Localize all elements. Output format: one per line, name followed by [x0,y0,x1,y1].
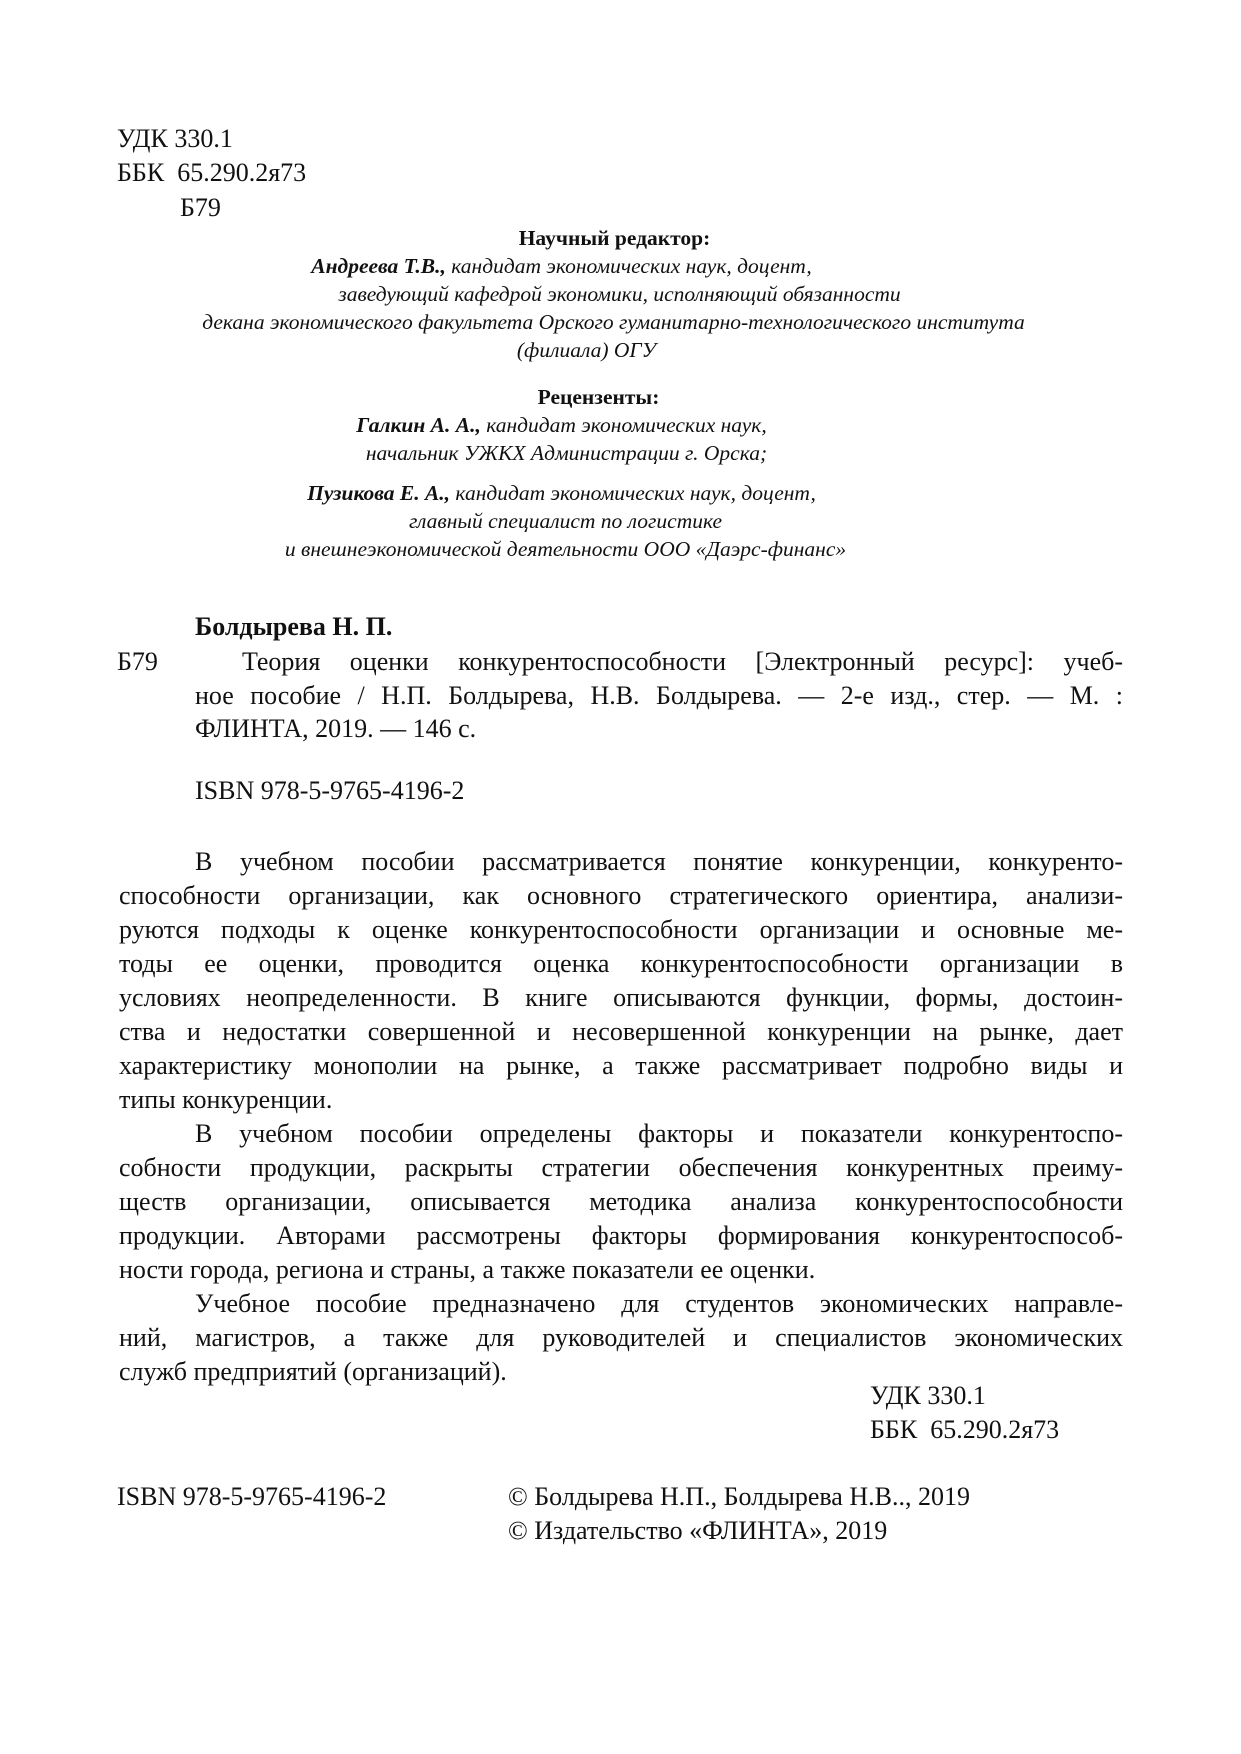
abstract-p3-line-3: служб предприятий (организаций). [119,1357,507,1386]
editor-line-3: декана экономического факультета Орского гуманитарно-технологического института [202,310,1025,334]
editor-line-2: заведующий кафедрой экономики, исполняющий обязанности [338,282,901,306]
abstract-p1-line-8: типы конкуренции. [119,1085,333,1114]
abstract-p2-line-3: ществ организации, описывается методика анализа конкурентоспособности [119,1187,1123,1216]
bbk-code: ББК 65.290.2я73 [117,158,307,187]
bib-line-2: ное пособие / Н.П. Болдырева, Н.В. Болдырева. — 2-е изд., стер. — М. : [195,681,1123,710]
copyright-authors: © Болдырева Н.П., Болдырева Н.В.., 2019 [508,1482,970,1511]
copyright-isbn: ISBN 978-5-9765-4196-2 [117,1482,387,1511]
abstract-p3-line-1: Учебное пособие предназначено для студентов экономических направле- [195,1289,1123,1318]
bib-author: Болдырева Н. П. [195,612,393,641]
abstract-p2-line-1: В учебном пособии определены факторы и показатели конкурентоспо- [195,1119,1123,1148]
abstract-p1-line-6: ства и недостатки совершенной и несовершенной конкуренции на рынке, дает [119,1017,1123,1046]
author-mark: Б79 [180,193,221,222]
abstract-p1-line-4: тоды ее оценки, проводится оценка конкурентоспособности организации в [119,949,1123,978]
reviewer-1-line-2: начальник УЖКХ Администрации г. Орска; [365,441,768,465]
abstract-p2-line-4: продукции. Авторами рассмотрены факторы формирования конкурентоспособ- [119,1221,1123,1250]
copyright-publisher: © Издательство «ФЛИНТА», 2019 [508,1516,888,1545]
udk-code: УДК 330.1 [117,124,233,153]
editor-line-1: Андреева Т.В., кандидат экономических наук, доцент, [311,254,812,278]
editor-block [0,224,1241,364]
bib-isbn: ISBN 978-5-9765-4196-2 [195,776,465,805]
editor-line-4: (филиала) ОГУ [516,338,657,362]
reviewer-2-line-2: главный специалист по логистике [408,509,723,533]
reviewer-2-name: Пузикова Е. А., [307,481,451,505]
abstract-p1-line-5: условиях неопределенности. В книге описываются функции, формы, достоин- [119,983,1123,1012]
abstract-p1-line-7: характеристику монополии на рынке, а также рассматривает подробно виды и [119,1051,1123,1080]
editor-heading: Научный редактор: [518,226,711,250]
abstract-p3-line-2: ний, магистров, а также для руководителей и специалистов экономических [119,1323,1123,1352]
reviewer-2-line-1: Пузикова Е. А., кандидат экономических наук, доцент, [307,481,816,505]
abstract-p2-line-2: собности продукции, раскрыты стратегии обеспечения конкурентных преиму- [119,1153,1123,1182]
abstract-p1-line-1: В учебном пособии рассматривается понятие конкуренции, конкуренто- [195,847,1123,876]
reviewer-1-line-1: Галкин А. А., кандидат экономических наук, [356,413,767,437]
editor-name: Андреева Т.В., [311,254,446,278]
reviewer-1-name: Галкин А. А., [356,413,481,437]
footer-udk-code: УДК 330.1 [870,1381,986,1410]
reviewers-heading: Рецензенты: [537,385,660,409]
abstract-p1-line-3: руются подходы к оценке конкурентоспособности организации и основные ме- [119,915,1123,944]
bib-line-1: Теория оценки конкурентоспособности [Электронный ресурс]: учеб- [242,647,1123,676]
footer-bbk-code: ББК 65.290.2я73 [870,1415,1060,1444]
abstract-p2-line-5: ности города, региона и страны, а также показатели ее оценки. [119,1255,816,1284]
reviewer-2-line-3: и внешнеэкономической деятельности ООО «Даэрс-финанс» [284,537,847,561]
abstract-p1-line-2: способности организации, как основного стратегического ориентира, анализи- [119,881,1123,910]
bib-mark: Б79 [117,647,158,676]
bib-line-3: ФЛИНТА, 2019. — 146 с. [195,714,477,743]
reviewers-block [0,383,1241,563]
